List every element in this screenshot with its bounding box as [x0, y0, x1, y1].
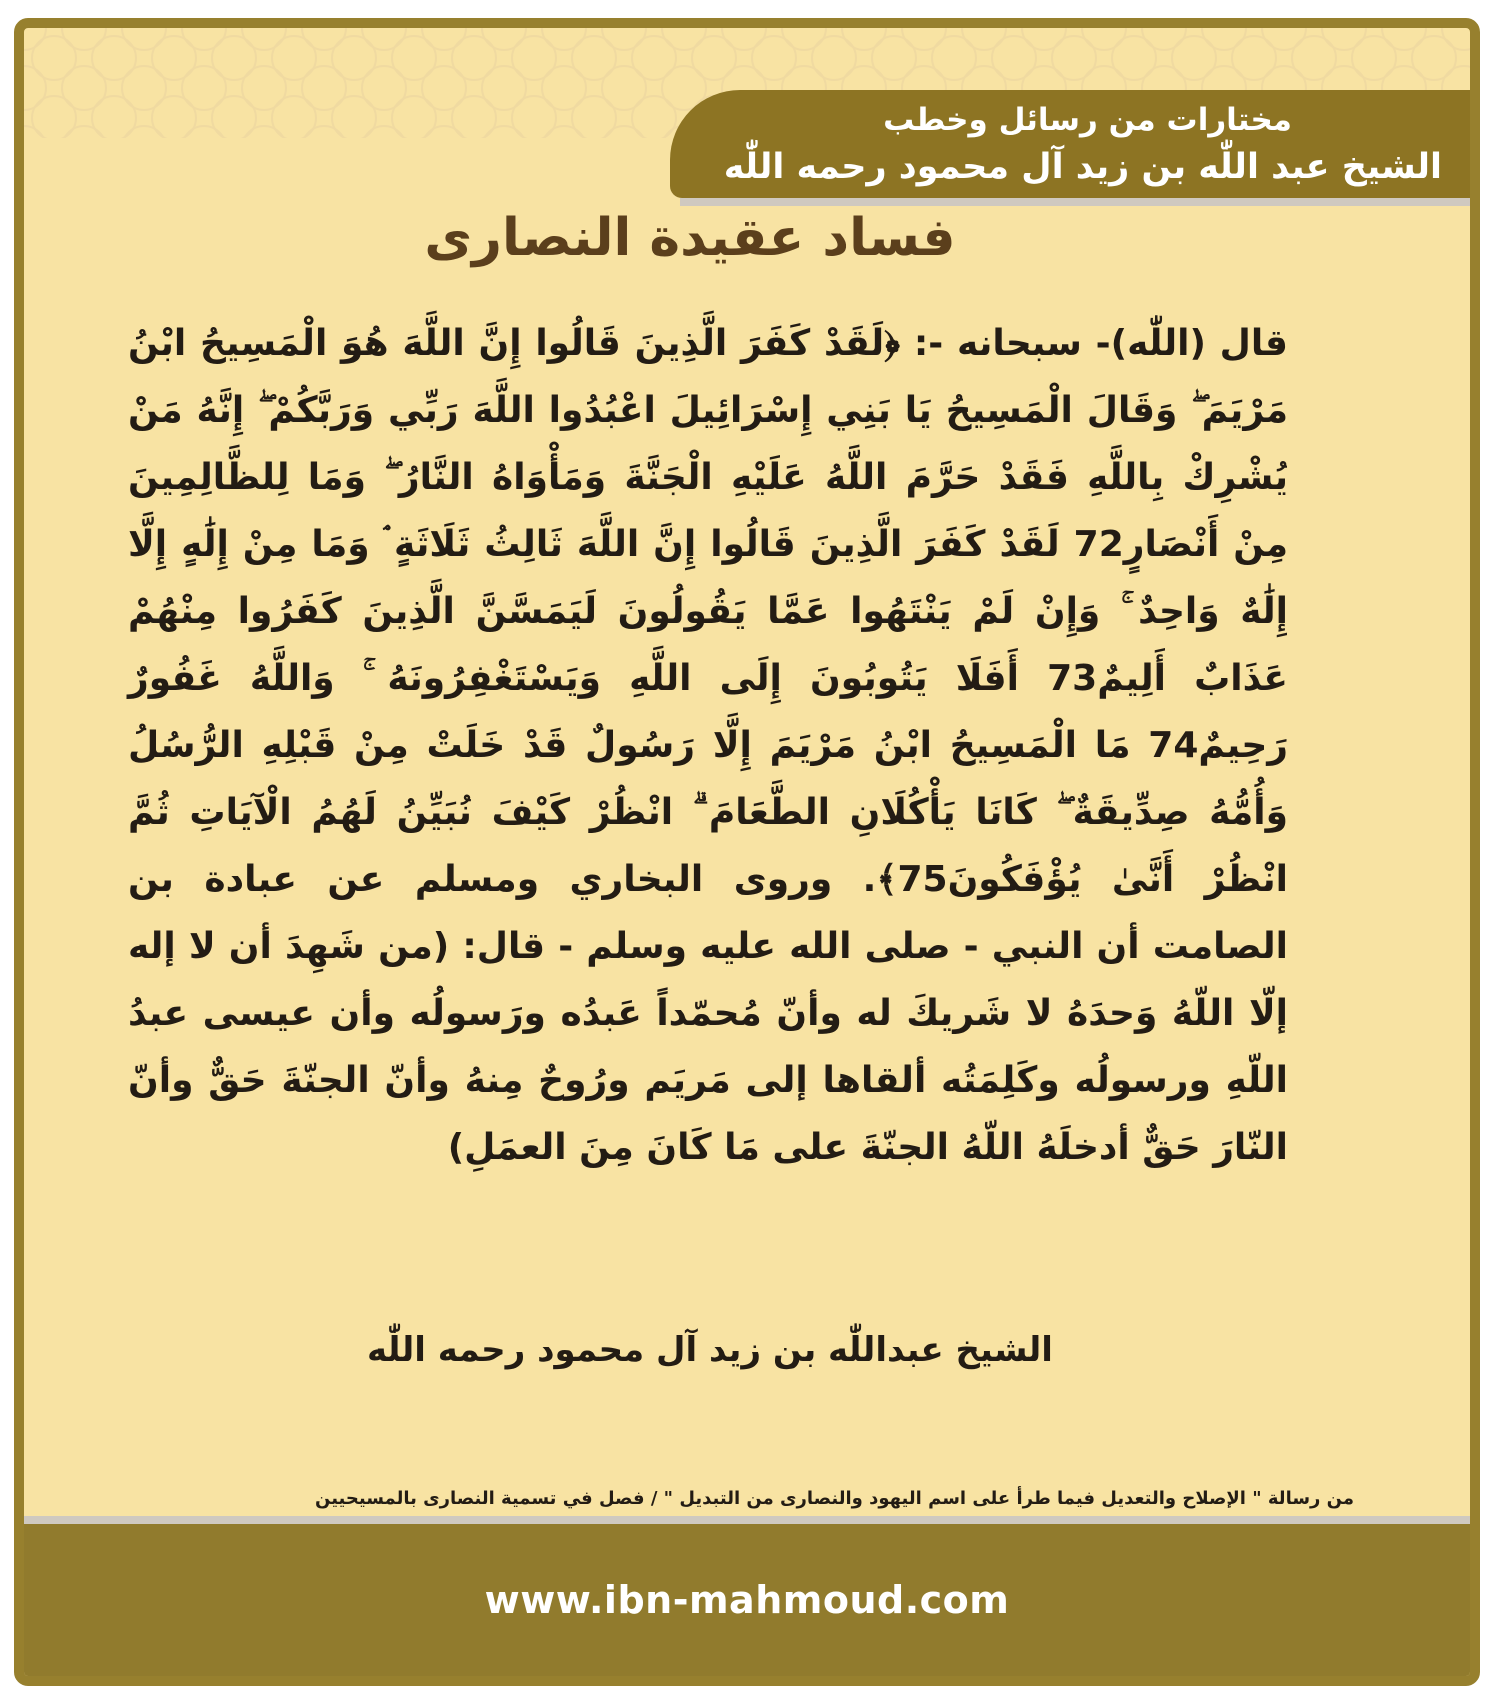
article-body: قال (اللّٰه)- سبحانه -: ﴿لَقَدْ كَفَرَ الَّذِينَ قَالُوا إِنَّ اللَّهَ هُوَ الْمَسِيحُ ابْنُ مَرْيَمَ ۖ وَقَالَ الْمَسِيحُ يَا بَنِي إِسْرَائِيلَ اعْبُدُوا اللَّهَ رَبِّي وَرَبَّكُمْ ۖ إِنَّهُ مَنْ يُشْرِكْ بِاللَّهِ فَقَدْ حَرَّمَ اللَّهُ عَلَيْهِ الْجَنَّةَ وَمَأْوَاهُ النَّارُ ۖ وَمَا لِلظَّالِمِينَ مِنْ أَنْصَارٍ72 لَقَدْ كَفَرَ الَّذِينَ قَالُوا إِنَّ اللَّهَ ثَالِثُ ثَلَاثَةٍ ۘ وَمَا مِنْ إِلَٰهٍ إِلَّا إِلَٰهٌ وَاحِدٌ ۚ وَإِنْ لَمْ يَنْتَهُوا عَمَّا يَقُولُونَ لَيَمَسَّنَّ الَّذِينَ كَفَرُوا مِنْهُمْ عَذَابٌ أَلِيمٌ73 أَفَلَا يَتُوبُونَ إِلَى اللَّهِ وَيَسْتَغْفِرُونَهُ ۚ وَاللَّهُ غَفُورٌ رَحِيمٌ74 مَا الْمَسِيحُ ابْنُ مَرْيَمَ إِلَّا رَسُولٌ قَدْ خَلَتْ مِنْ قَبْلِهِ الرُّسُلُ وَأُمُّهُ صِدِّيقَةٌ ۖ كَانَا يَأْكُلَانِ الطَّعَامَ ۗ انْظُرْ كَيْفَ نُبَيِّنُ لَهُمُ الْآيَاتِ ثُمَّ انْظُرْ أَنَّىٰ يُؤْفَكُونَ75﴾. وروى البخاري ومسلم عن عبادة بن الصامت أن النبي - صلى الله عليه وسلم - قال: (من شَهِدَ أن لا إله إلّا اللّهُ وَحدَهُ لا شَريكَ له وأنّ مُحمّداً عَبدُه ورَسولُه وأن عيسى عبدُ اللّهِ ورسولُه وكَلِمَتُه ألقاها إلى مَريَم ورُوحٌ مِنهُ وأنّ الجنّةَ حَقٌّ وأنّ النّارَ حَقٌّ أدخلَهُ اللّهُ الجنّةَ على مَا كَانَ مِنَ العمَلِ) [128, 323, 1289, 1168]
author-signature: الشيخ عبداللّٰه بن زيد آل محمود رحمه اللّٰه [367, 1330, 1053, 1370]
source-citation: من رسالة " الإصلاح والتعديل فيما طرأ على اسم اليهود والنصارى من التبديل " / فصل في تسمية النصارى بالمسيحيين [315, 1488, 1354, 1509]
header-band [670, 90, 1470, 198]
footer-bar [24, 1524, 1470, 1676]
header-subtitle: مختارات من رسائل وخطب [883, 102, 1292, 138]
footer-divider [24, 1516, 1470, 1524]
website-link[interactable]: www.ibn-mahmoud.com [484, 1578, 1010, 1622]
header-author: الشيخ عبد اللّٰه بن زيد آل محمود رحمه اللّٰه [723, 147, 1442, 187]
header-divider [680, 198, 1470, 206]
page-title: فساد عقيدة النصارى [424, 208, 956, 268]
